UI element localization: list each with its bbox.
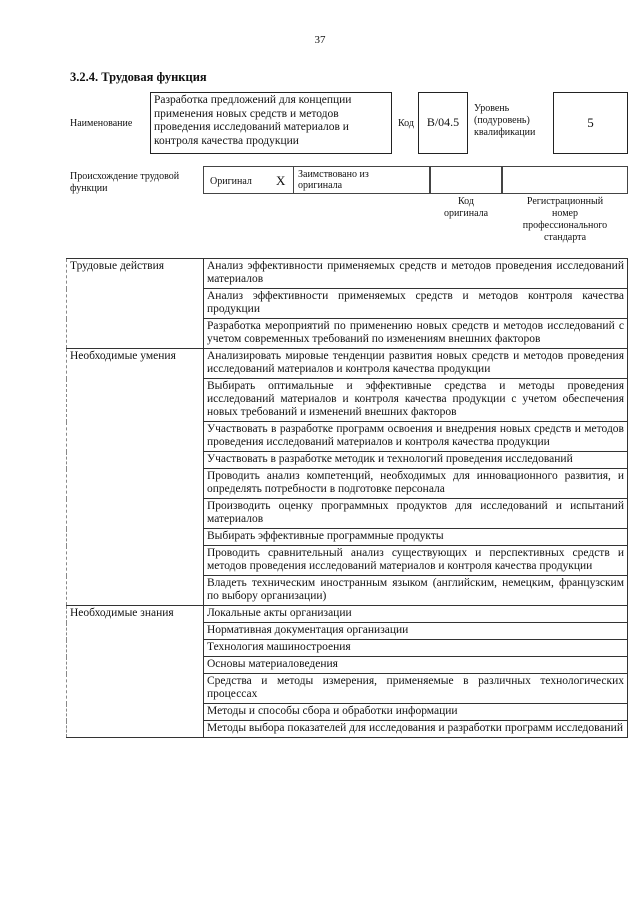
section-item: Анализ эффективности применяемых средств и методов контроля качества продукции <box>204 289 628 319</box>
original-mark: X <box>276 173 286 188</box>
section-item: Анализировать мировые тенденции развития новых средств и методов проведения исследований материалов и контроля качества продукции <box>204 349 628 379</box>
reg-caption-line-1: Регистрационный <box>526 196 604 207</box>
name-label: Наименование <box>70 118 133 129</box>
level-label-line-1: Уровень <box>474 103 510 114</box>
original-code-caption-line-1: Код <box>458 196 474 207</box>
original-code-caption <box>430 196 502 220</box>
origin-row <box>203 166 628 194</box>
original-label: Оригинал <box>210 176 252 187</box>
origin-label <box>70 171 179 195</box>
section-item: Нормативная документация организации <box>204 623 628 640</box>
section-item: Методы и способы сбора и обработки информации <box>204 704 628 721</box>
section-item: Основы материаловедения <box>204 657 628 674</box>
original-code-cell <box>430 166 502 194</box>
section-item: Методы выбора показателей для исследования и разработки программ исследований <box>204 721 628 738</box>
section-item: Владеть техническим иностранным языком (английским, немецким, французским по выбору организации) <box>204 576 628 606</box>
page-number: 37 <box>314 34 326 46</box>
level-label <box>474 103 549 139</box>
section-item: Технология машиностроения <box>204 640 628 657</box>
section-heading: Необходимые умения <box>67 349 204 606</box>
function-name-box: Разработка предложений для концепции применения новых средств и методов проведения исследований материалов и контроля качества продукции <box>150 92 392 154</box>
section-item: Выбирать эффективные программные продукты <box>204 529 628 546</box>
section-title: 3.2.4. Трудовая функция <box>70 70 207 84</box>
reg-caption-line-2: номер <box>552 208 578 219</box>
original-cell <box>203 166 293 194</box>
section-item: Проводить анализ компетенций, необходимых для инновационного развития, и определять потребности в подготовке персонала <box>204 469 628 499</box>
table-row <box>67 606 628 623</box>
section-heading: Трудовые действия <box>67 259 204 349</box>
function-details-table <box>66 258 628 738</box>
level-label-line-3: квалификации <box>474 127 536 138</box>
function-code-box: B/04.5 <box>418 92 468 154</box>
table-row <box>67 349 628 379</box>
borrowed-label <box>298 169 369 191</box>
section-item: Анализ эффективности применяемых средств и методов проведения исследований материалов <box>204 259 628 289</box>
section-item: Выбирать оптимальные и эффективные средства и методы проведения исследований материалов и контроля качества продукции с учетом обеспечения новых требований и изменений внешних факторов <box>204 379 628 422</box>
reg-caption-line-3: профессионального <box>522 220 608 231</box>
section-item: Локальные акты организации <box>204 606 628 623</box>
registration-number-caption <box>502 196 628 244</box>
section-item: Разработка мероприятий по применению новых средств и методов исследований с учетом современных требований по изменениям внешних факторов <box>204 319 628 349</box>
qualification-level-box: 5 <box>553 92 628 154</box>
reg-caption-line-4: стандарта <box>543 232 587 243</box>
borrowed-label-line-2: оригинала <box>298 180 343 191</box>
function-details-body <box>67 259 628 738</box>
section-item: Проводить сравнительный анализ существующих и перспективных средств и методов проведения исследований материалов и контроля качества продукции <box>204 546 628 576</box>
section-item: Средства и методы измерения, применяемые в различных технологических процессах <box>204 674 628 704</box>
section-item: Участвовать в разработке программ освоения и внедрения новых средств и методов проведения исследований материалов и контроля качества продукции <box>204 422 628 452</box>
origin-label-line-2: функции <box>70 183 108 194</box>
section-item: Участвовать в разработке методик и технологий проведения исследований <box>204 452 628 469</box>
section-heading: Необходимые знания <box>67 606 204 738</box>
original-code-caption-line-2: оригинала <box>443 208 489 219</box>
origin-label-line-1: Происхождение трудовой <box>70 171 180 182</box>
registration-number-cell <box>502 166 628 194</box>
code-label: Код <box>398 118 414 129</box>
section-item: Производить оценку программных продуктов для исследований и испытаний материалов <box>204 499 628 529</box>
borrowed-label-line-1: Заимствовано из <box>298 169 369 180</box>
borrowed-cell <box>293 166 430 194</box>
table-row <box>67 259 628 289</box>
level-label-line-2: (подуровень) <box>474 115 530 126</box>
